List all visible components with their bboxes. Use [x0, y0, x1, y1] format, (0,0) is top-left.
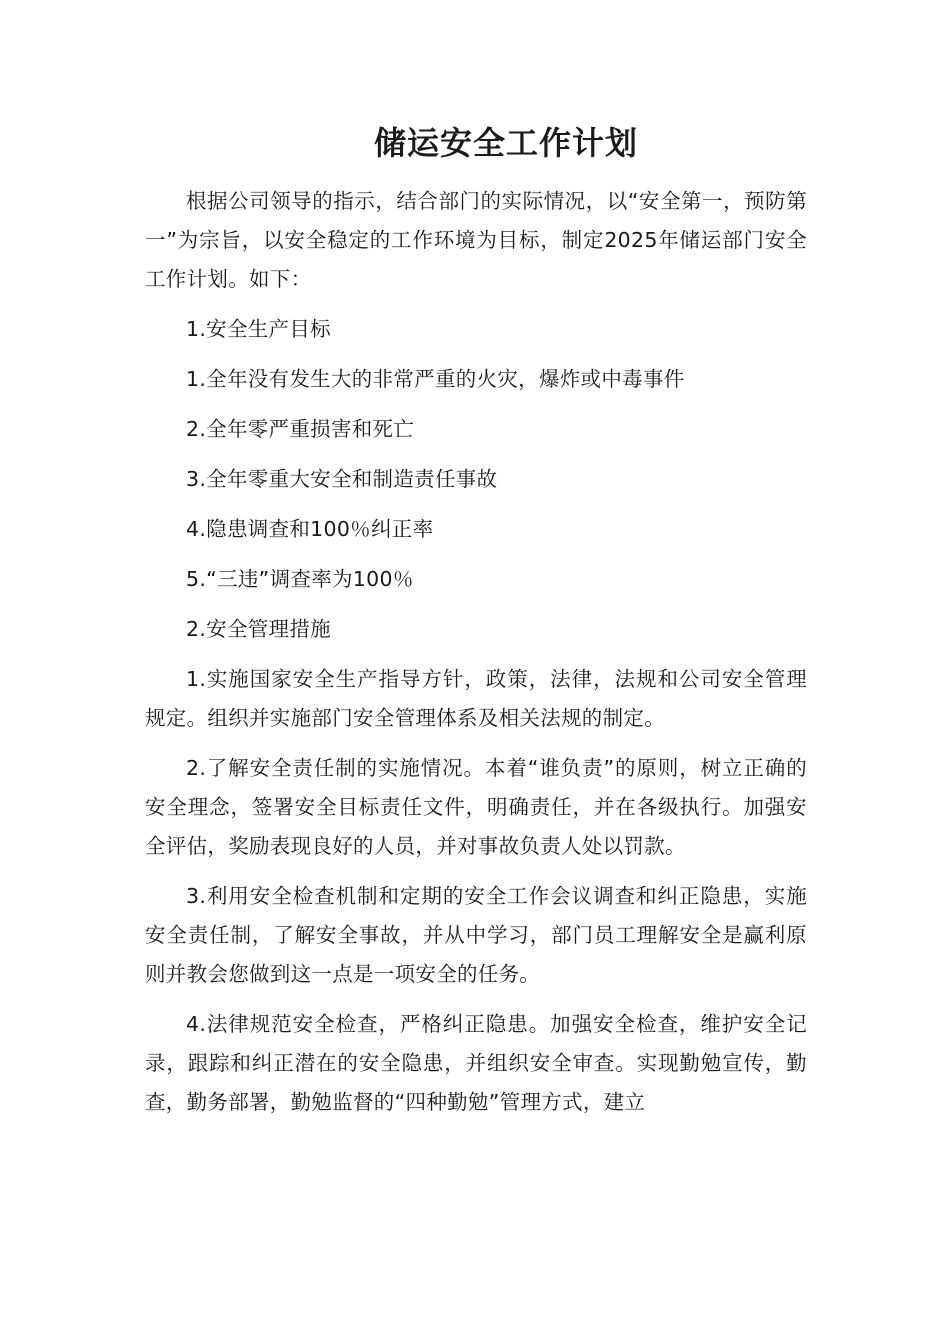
document-title: 储运安全工作计划 — [373, 124, 638, 162]
measure-item-4: 4.法律规范安全检查，严格纠正隐患。加强安全检查，维护安全记录，跟踪和纠正潜在的安全隐患，并组织安全审查。实现勤勉宣传，勤查，勤务部署，勤勉监督的“四种勤勉”管理方式，建立 — [145, 1012, 807, 1114]
section-heading-safety-goals: 1.安全生产目标 — [186, 317, 331, 341]
goal-item-5: 5.“三违”调查率为100％ — [186, 567, 414, 591]
measure-item-3: 3.利用安全检查机制和定期的安全工作会议调查和纠正隐患，实施安全责任制，了解安全事故，并从中学习，部门员工理解安全是赢利原则并教会您做到这一点是一项安全的任务。 — [145, 884, 807, 986]
goal-item-3: 3.全年零重大安全和制造责任事故 — [186, 467, 498, 491]
measure-item-2: 2.了解安全责任制的实施情况。本着“谁负责”的原则，树立正确的安全理念，签署安全目标责任文件，明确责任，并在各级执行。加强安全评估，奖励表现良好的人员，并对事故负责人处以罚款。 — [145, 756, 807, 858]
goal-item-2: 2.全年零严重损害和死亡 — [186, 417, 415, 441]
measure-item-1: 1.实施国家安全生产指导方针，政策，法律，法规和公司安全管理规定。组织并实施部门安全管理体系及相关法规的制定。 — [145, 667, 807, 730]
intro-paragraph: 根据公司领导的指示，结合部门的实际情况，以“安全第一，预防第一”为宗旨，以安全稳定的工作环境为目标，制定2025年储运部门安全工作计划。如下： — [145, 189, 807, 291]
goal-item-1: 1.全年没有发生大的非常严重的火灾，爆炸或中毒事件 — [186, 367, 685, 391]
goal-item-4: 4.隐患调查和100％纠正率 — [186, 517, 434, 541]
section-heading-management-measures: 2.安全管理措施 — [186, 617, 331, 641]
document-body — [145, 112, 807, 1133]
